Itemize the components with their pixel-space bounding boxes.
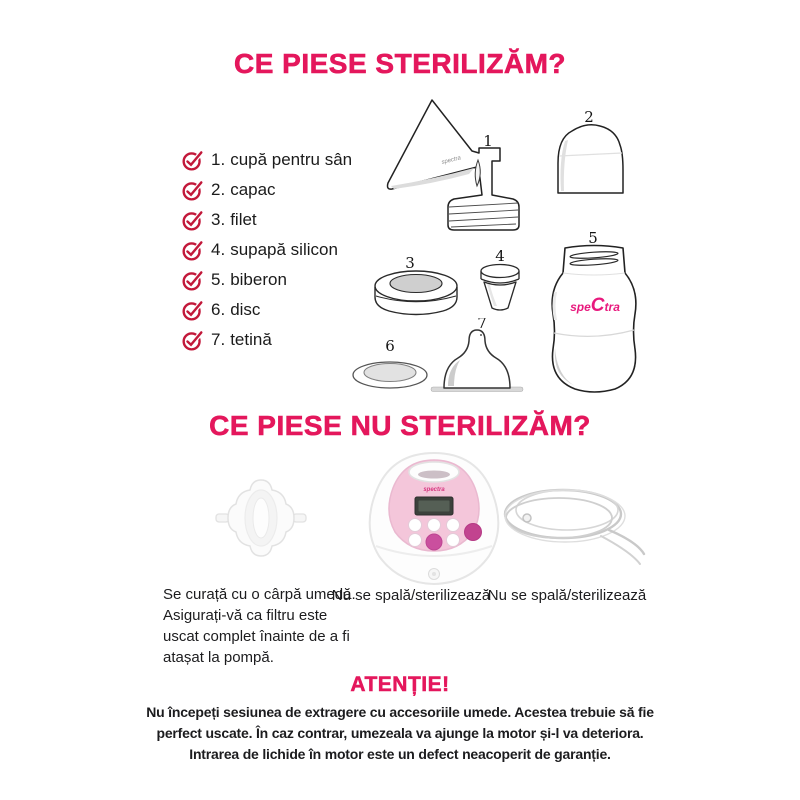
- figure-number-5: 5: [588, 230, 598, 247]
- attention-line: Nu începeți sesiunea de extragere cu accesoriile umede. Acestea trebuie să fie: [146, 704, 654, 720]
- tubing-caption: Nu se spală/sterilizează: [487, 587, 647, 604]
- shield-brand-text: spectra: [441, 155, 462, 166]
- backflow-filter-illustration: [190, 474, 316, 562]
- page-title: CE PIESE STERILIZĂM?: [233, 48, 567, 79]
- bottle-brand-pre: spe: [570, 300, 591, 314]
- check-icon: [181, 328, 205, 352]
- item-label: cupă pentru sân: [230, 149, 353, 169]
- item-label: disc: [230, 299, 261, 319]
- caption-line: atașat la pompă.: [163, 649, 274, 666]
- filter-caption: [163, 584, 356, 668]
- caption-line: Asigurați-vă ca filtru este: [163, 607, 328, 624]
- figure-number-7: 7: [477, 318, 487, 332]
- caption-line: uscat complet înainte de a fi: [163, 628, 350, 645]
- check-icon: [181, 298, 205, 322]
- pump-side-button: [465, 524, 482, 541]
- section-title-no-sterilize: CE PIESE NU STERILIZĂM?: [209, 410, 591, 441]
- item-number: 4.: [211, 239, 226, 259]
- caption-line: Se curață cu o cârpă umedă.: [163, 586, 356, 603]
- attention-title: ATENȚIE!: [350, 673, 450, 696]
- cap-illustration: [549, 108, 629, 196]
- ring-illustration: [372, 250, 460, 316]
- sterilize-list-item: [181, 268, 352, 291]
- pump-center-button: [426, 534, 442, 550]
- breast-shield-illustration: [384, 96, 524, 236]
- attention-line: Intrarea de lichide în motor este un defect neacoperit de garanție.: [189, 746, 611, 762]
- item-label: filet: [230, 209, 257, 229]
- check-icon: [181, 268, 205, 292]
- item-number: 1.: [211, 149, 226, 169]
- figure-number-3: 3: [405, 254, 415, 272]
- bottle-brand-post: tra: [604, 300, 620, 314]
- sterilize-list-item: [181, 148, 352, 171]
- teat-illustration: [430, 318, 524, 394]
- pump-illustration: [360, 450, 508, 588]
- sterilize-list-item: [181, 178, 352, 201]
- valve-illustration: [474, 246, 528, 316]
- pump-brand-text: spectra: [423, 487, 445, 493]
- bottle-brand-c: C: [590, 295, 605, 316]
- item-number: 5.: [211, 269, 226, 289]
- check-icon: [181, 238, 205, 262]
- bottle-brand-logo: [563, 296, 627, 315]
- item-number: 7.: [211, 329, 226, 349]
- figure-number-2: 2: [584, 108, 594, 126]
- item-number: 6.: [211, 299, 226, 319]
- pump-caption: Nu se spală/sterilizează: [331, 587, 491, 604]
- item-number: 2.: [211, 179, 226, 199]
- tubing-illustration: [497, 466, 655, 584]
- sterilize-list-item: [181, 328, 352, 351]
- figure-number-4: 4: [495, 247, 505, 265]
- check-icon: [181, 178, 205, 202]
- sterilize-list-item: [181, 208, 352, 231]
- item-label: capac: [230, 179, 276, 199]
- sterilize-list-item: [181, 298, 352, 321]
- attention-text: [0, 702, 800, 765]
- check-icon: [181, 148, 205, 172]
- sterilize-checklist: [181, 148, 352, 351]
- item-label: tetină: [230, 329, 272, 349]
- check-icon: [181, 208, 205, 232]
- item-label: biberon: [230, 269, 287, 289]
- sterilize-list-item: [181, 238, 352, 261]
- attention-line: perfect uscate. În caz contrar, umezeala va ajunge la motor și-l va deteriora.: [156, 725, 644, 741]
- item-label: supapă silicon: [230, 239, 338, 259]
- figure-number-1: 1: [483, 132, 493, 150]
- figure-number-6: 6: [385, 338, 395, 355]
- item-number: 3.: [211, 209, 226, 229]
